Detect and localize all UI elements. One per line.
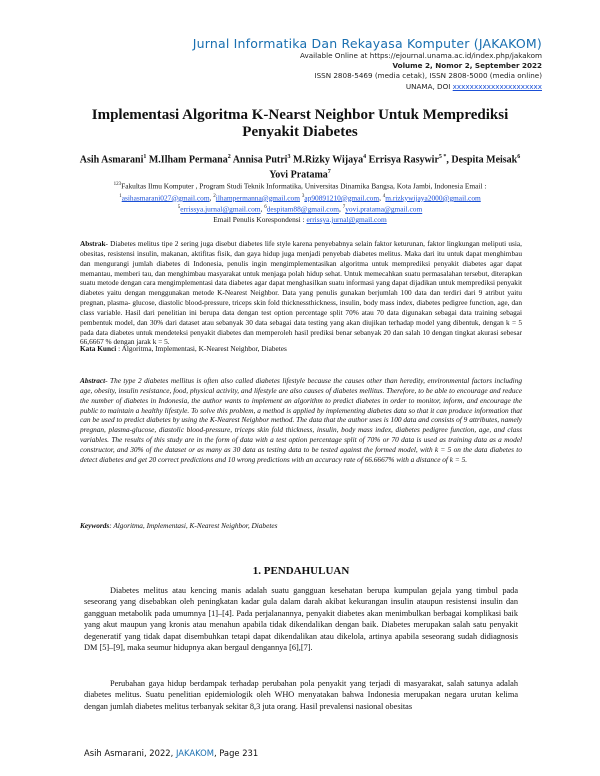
journal-issn: ISSN 2808-5469 (media cetak), ISSN 2808-5000 (media online) [314,71,542,81]
journal-doi [72,82,542,92]
author-name: Asih Asmarani [79,154,144,166]
affiliation-sup: 123 [113,182,122,187]
journal-available-url: Available Online at https://ejournal.unama.ac.id/index.php/jakakom [299,51,542,60]
author-sup: 5 * [438,154,447,160]
author-email-link[interactable]: errissya.jurnal@gmail.com [180,204,261,214]
author-sup: 7 [327,169,331,176]
abstrak-text: - Diabetes melitus tipe 2 sering juga disebut diabetes life style karena penyebabnya selain faktor keturunan, faktor lingkungan meliputi usia, obesitas, resistensi insulin, makanan, aktifitas fisik, dan gaya hidup juga menjadi penyebab diabetes melitus. Maka dari itu untuk dapat menghimbau dan mengurangi jumlah diabetes di Indonesia, penulis ingin mengimplementasikan algoritma untuk memprediksi penyakit diabetes agar dapat memantau, memberi tau, dan menghimbau masyarakat untuk menjaga polah hidup sehat. Untuk memecahkan suatu permasalahan tersebut, diterapkan suatu metode dengan cara mengimplementasi data diabetes agar dapat menghasilkan suatu informasi yang dapat dijadikan untuk memprediksi penyakit diabetes yaitu dengan menggunakan metode K-Nearest Neighbor. Data yang penulis gunakan berjumlah 100 data dan terdiri dari 9 atribut yaitu pregnan, plasma- glucose, diastolic blood-pressure, triceps skin fold thicknessthickness, insulin, body mass index, diabetes pedigree function, age, dan class variable. Hasil dari penelitian ini berupa data dengan test option percentage split 70% atau 70 data digunakan sebagai data training sebagai pembentuk model, dan 30% dari dataset atau sebanyak 30 data sebagai data testing yang akan diujikan terhadap model yang dibentuk, dengan k = 5 pada data diabetes untuk mendeteksi penyakit diabetes dan memperoleh hasil prediksi benar sebanyak 20 dan salah 10 dengan tingkat akurasi sebesar 66,6667 % dengan jarak k = 5. [80,239,522,347]
author-sup: 1 [143,154,147,160]
author-sup: 3 [287,154,291,160]
author-email-link[interactable]: asihasmarani027@gmail.com [121,193,210,203]
author-email-link[interactable]: m.rizkywijaya2000@gmail.com [385,193,481,203]
author-email-link[interactable]: yovi.pratama@gmail.com [345,204,423,214]
kata-kunci-text: : Algoritma, Implementasi, K-Nearest Neighbor, Diabetes [118,344,287,353]
author-sup: 6 [517,154,521,160]
author-list: Asih Asmarani$^1$ M.Ilham Permana$^2$ Annisa Putri$^3$ M.Rizky Wijaya$^4$ Errisya Rasywir$^{5 *}$, Despita Meisak$^6$ Yovi Pratama$^7$ [79,154,521,181]
author-name: Errisya Rasywir [368,154,439,166]
author-email-link[interactable]: ilhampermanna@gmail.com [215,193,300,203]
affiliation-text: Fakultas Ilmu Komputer , Program Studi Teknik Informatika, Universitas Dinamika Bangsa, Kota Jambi, Indonesia Email : [121,181,487,191]
author-email-link[interactable]: despitam88@gmail.com [266,204,340,214]
author-name: Yovi Pratama [269,169,328,181]
author-sup: 2 [227,154,231,160]
footer-page: , Page 231 [213,748,259,758]
correspondent-label: Email Penulis Korespondensi : [213,215,305,225]
abstract-label: Abstract [80,376,106,385]
footer-journal: JAKAKOM [175,748,214,758]
keywords [80,521,522,530]
journal-volume: Volume 2, Nomor 2, September 2022 [392,61,542,71]
abstrak-paragraph [80,239,522,347]
body-paragraph: Perubahan gaya hidup berdampak terhadap perubahan pola penyakit yang terjadi di masyarakat, salah satunya adalah diabetes melitus. Suatu penelitian epidemiologik oleh WHO menyatakan bahwa Indonesia merupakan negara urutan kelima dengan jumlah diabetes melitus terbanyak sekitar 8,3 juta orang. Hasil prevalensi nasional obesitas [84,679,518,711]
affiliation-block: $^{123}$Fakultas Ilmu Komputer , Program Studi Teknik Informatika, Universitas Dinamika Bangsa, Kota Jambi, Indonesia Email : $^1$asihasmarani027@gmail.com, $^2$ilhampermanna@gmail.com $^3$ap90891210@gmail.com, $^4$m.rizkywijaya2000@gmail.com $^5$errissya.jurnal@gmail.com, $^6$despitam88@gmail.com, $^7$yovi.pratama@gmail.com Email Penulis Korespondensi : errissya.jurnal@gmail.com [88,180,512,225]
correspondent-email-link[interactable]: errissya.jurnal@gmail.com [306,215,387,225]
author-name: Annisa Putri [232,154,288,166]
author-name: M.Ilham Permana [148,154,228,166]
author-sup: 4 [363,154,367,160]
kata-kunci-label: Kata Kunci [80,344,117,353]
doi-label: UNAMA, DOI [405,81,451,91]
email-list: $^1$asihasmarani027@gmail.com, $^2$ilhampermanna@gmail.com $^3$ap90891210@gmail.com, $^4$m.rizkywijaya2000@gmail.com [119,193,481,203]
kata-kunci [80,344,522,353]
journal-header [72,36,542,92]
abstrak-label: Abstrak [80,239,106,248]
body-paragraph: Diabetes melitus atau kencing manis adalah suatu gangguan kesehatan berupa kumpulan gejala yang timbul pada seseorang yang disebabkan oleh peningkatan kadar gula dalam darah akibat kekurangan insulin ataupun resistensi insulin dan gangguan metabolik pada umumnya [1]–[4]. Pada perjalanannya, penyakit diabetes akan menimbulkan berbagai komplikasi baik yang akut maupun yang kronis atau menahun apabila tidak dikendalikan dengan baik. Diabetes merupakan salah satu penyakit degeneratif yang tidak dapat disembuhkan tetapi dapat dikendalikan atau dikelola, artinya apabila seseorang sudah didiagnosis DM [5]–[9], maka seumur hidupnya akan bergaul dengannya [6],[7]. [84,586,518,653]
footer-author: Asih Asmarani, 2022, [84,748,176,758]
keywords-text: : Algoritma, Implementasi, K-Nearest Neighbor, Diabetes [109,521,278,530]
author-name: Despita Meisak [451,154,518,166]
keywords-label: Keywords [80,521,110,530]
abstract-english-paragraph [80,376,522,465]
page-footer [84,748,258,758]
doi-link[interactable]: xxxxxxxxxxxxxxxxxxxxx [452,81,542,91]
author-name: M.Rizky Wijaya [292,154,364,166]
journal-title: Jurnal Informatika Dan Rekayasa Komputer (JAKAKOM) [192,36,542,51]
author-email-link[interactable]: ap90891210@gmail.com [304,193,380,203]
section-heading: 1. PENDAHULUAN [252,565,350,577]
article-title: Implementasi Algoritma K-Nearst Neighbor Untuk Memprediksi Penyakit Diabetes [91,107,509,140]
abstract-text: - The type 2 diabetes mellitus is often also called diabetes lifestyle because the causes other than heredity, environmental factors including age, obesity, insulin resistance, food, physical activity, and lifestyle are also causes of diabetes mellitus. Therefore, to be able to encourage and reduce the number of diabetes in Indonesia, the author wants to implement an algorithm to predict diabetes in order to monitor, inform, and encourage the public to maintain a healthy lifestyle. To solve this problem, a method is applied by implementing diabetes data so that it can produce information that can be used to predict diabetes by using the K-Nearest Neighbor method. The data that the author uses is 100 data and consists of 9 attributes, namely pregnan, plasma-glucose, diastolic blood-pressure, triceps skin fold thickness, insulin, body mass index, diabetes pedigree function, age, and class variables. The results of this study are in the form of data with a test option percentage split of 70% or 70 data is used as training data as a model constructor, and 30% of the dataset or as many as 30 data as testing data to be tested against the formed model, with k = 5 on the data diabetes to detect diabetes and get 20 correct predictions and 10 wrong predictions with an accuracy rate of 66.6667% with a distance of k = 5. [80,376,522,464]
